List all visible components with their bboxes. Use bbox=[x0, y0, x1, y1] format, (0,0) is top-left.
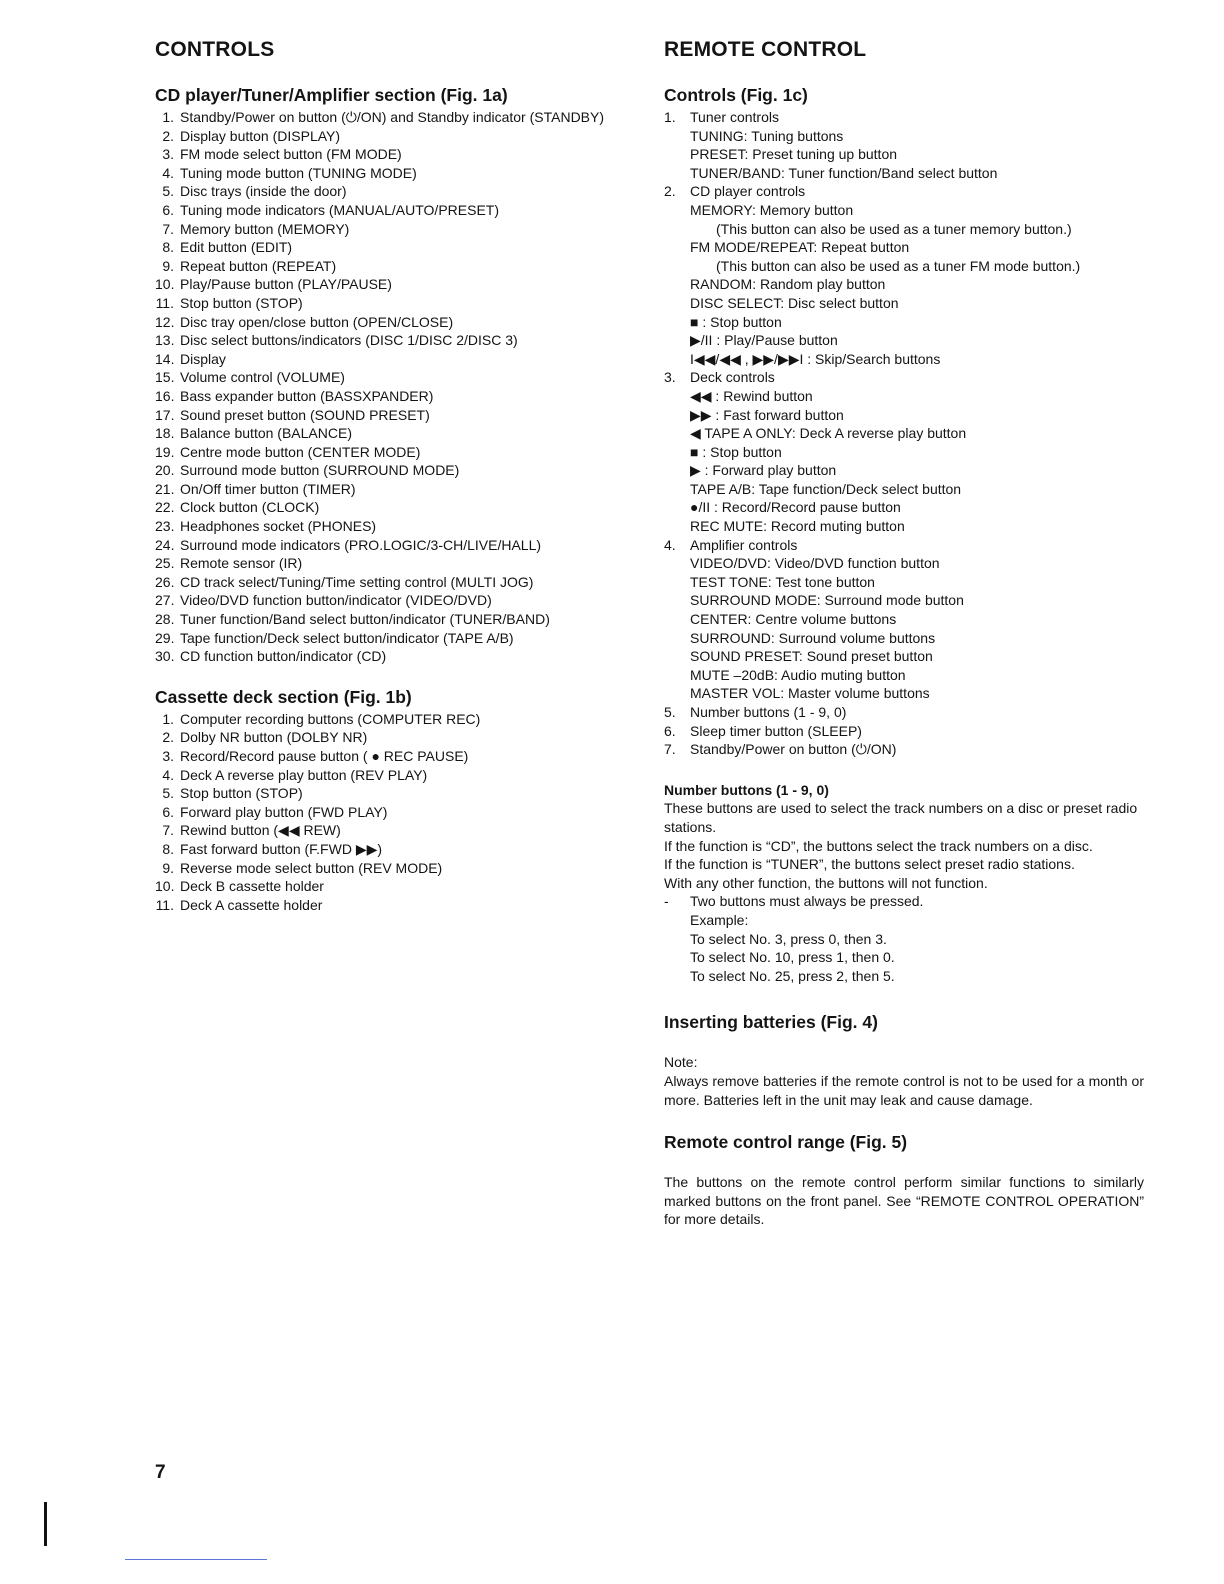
item-number: 11. bbox=[155, 294, 174, 311]
number-buttons-dash-item bbox=[664, 892, 1144, 911]
item-text: CD track select/Tuning/Time setting control (MULTI JOG) bbox=[180, 573, 534, 590]
item-number: 22. bbox=[155, 499, 175, 516]
item-text: Computer recording buttons (COMPUTER REC) bbox=[180, 710, 481, 727]
remote-group bbox=[664, 536, 1144, 703]
item-number: 27. bbox=[155, 592, 175, 609]
cassette-section-item bbox=[155, 710, 635, 729]
item-text: Stop button (STOP) bbox=[180, 294, 303, 311]
cd-section-item bbox=[155, 127, 635, 146]
remote-group bbox=[664, 703, 1144, 722]
cassette-section-list bbox=[155, 710, 635, 915]
item-number: 25. bbox=[155, 555, 175, 572]
group-subitem: TAPE A/B: Tape function/Deck select button bbox=[690, 480, 962, 497]
cassette-section-item bbox=[155, 859, 635, 878]
item-text: Tuning mode button (TUNING MODE) bbox=[180, 164, 417, 181]
cassette-section-item bbox=[155, 877, 635, 896]
number-buttons-p1: These buttons are used to select the track numbers on a disc or preset radio stations. bbox=[664, 800, 1138, 835]
cd-section-item bbox=[155, 257, 635, 276]
cassette-section-item bbox=[155, 896, 635, 915]
cd-section-item bbox=[155, 164, 635, 183]
item-text: CD function button/indicator (CD) bbox=[180, 648, 387, 665]
item-text: Surround mode indicators (PRO.LOGIC/3-CH/LIVE/HALL) bbox=[180, 536, 542, 553]
cassette-section-item bbox=[155, 784, 635, 803]
item-text: Edit button (EDIT) bbox=[180, 239, 293, 256]
item-number: 26. bbox=[155, 573, 175, 590]
item-number: 16. bbox=[155, 387, 175, 404]
example-line: To select No. 25, press 2, then 5. bbox=[690, 967, 895, 984]
cd-section-item bbox=[155, 201, 635, 220]
item-text: Disc trays (inside the door) bbox=[180, 183, 347, 200]
item-text: Play/Pause button (PLAY/PAUSE) bbox=[180, 276, 392, 293]
cd-section-item bbox=[155, 517, 635, 536]
item-number: 7. bbox=[162, 220, 174, 237]
group-subitem: PRESET: Preset tuning up button bbox=[690, 146, 898, 163]
example-line: To select No. 3, press 0, then 3. bbox=[690, 930, 887, 947]
controls-heading: CONTROLS bbox=[155, 38, 275, 61]
item-text: Rewind button (◀◀ REW) bbox=[180, 822, 341, 839]
item-text: On/Off timer button (TIMER) bbox=[180, 480, 356, 497]
group-number: 3. bbox=[664, 369, 676, 386]
group-number: 5. bbox=[664, 704, 676, 720]
range-title: Remote control range (Fig. 5) bbox=[664, 1132, 908, 1153]
cd-section-item bbox=[155, 145, 635, 164]
cd-section-item bbox=[155, 536, 635, 555]
item-number: 4. bbox=[162, 766, 174, 783]
group-number: 4. bbox=[664, 536, 676, 553]
group-label: Sleep timer button (SLEEP) bbox=[690, 722, 862, 739]
cd-section-item bbox=[155, 406, 635, 425]
cd-section-item bbox=[155, 461, 635, 480]
cd-section-item bbox=[155, 647, 635, 666]
item-text: Stop button (STOP) bbox=[180, 785, 303, 802]
remote-group bbox=[664, 740, 1144, 759]
cd-section-item bbox=[155, 610, 635, 629]
number-buttons-p4: With any other function, the buttons will not function. bbox=[664, 874, 988, 891]
cd-section-item bbox=[155, 368, 635, 387]
dash-text: Two buttons must always be pressed. bbox=[690, 893, 924, 910]
item-text: Bass expander button (BASSXPANDER) bbox=[180, 387, 434, 404]
group-label: Standby/Power on button (⏻/ON) bbox=[690, 741, 897, 758]
remote-controls-list bbox=[664, 108, 1144, 759]
item-text: Fast forward button (F.FWD ▶▶) bbox=[180, 840, 383, 857]
item-text: Tuning mode indicators (MANUAL/AUTO/PRESET) bbox=[180, 201, 499, 218]
group-subitem: REC MUTE: Record muting button bbox=[690, 518, 905, 535]
item-text: Disc select buttons/indicators (DISC 1/DISC 2/DISC 3) bbox=[180, 332, 518, 349]
group-subitem: RANDOM: Random play button bbox=[690, 276, 886, 293]
item-number: 8. bbox=[162, 239, 174, 256]
group-subitem: VIDEO/DVD: Video/DVD function button bbox=[690, 555, 940, 572]
example-label: Example: bbox=[690, 911, 749, 928]
item-text: Volume control (VOLUME) bbox=[180, 369, 345, 386]
item-number: 19. bbox=[155, 443, 175, 460]
remote-controls-title: Controls (Fig. 1c) bbox=[664, 85, 808, 105]
item-number: 23. bbox=[155, 518, 175, 535]
group-subitem: ■ : Stop button bbox=[690, 313, 782, 330]
item-text: Deck A reverse play button (REV PLAY) bbox=[180, 766, 428, 783]
group-subitem: SURROUND: Surround volume buttons bbox=[690, 629, 936, 646]
item-number: 1. bbox=[162, 109, 174, 125]
group-label: Number buttons (1 - 9, 0) bbox=[690, 704, 847, 720]
item-number: 12. bbox=[155, 313, 175, 330]
cd-section-item bbox=[155, 498, 635, 517]
cd-section-item bbox=[155, 275, 635, 294]
cd-section-item bbox=[155, 350, 635, 369]
cd-section-title: CD player/Tuner/Amplifier section (Fig. 1a) bbox=[155, 85, 508, 105]
item-number: 6. bbox=[162, 201, 174, 218]
item-number: 10. bbox=[155, 878, 175, 895]
range-text: The buttons on the remote control perform similar functions to similarly marked buttons on the front panel. See “REMOTE CONTROL OPERATION” for more details. bbox=[664, 1174, 1144, 1228]
group-subitem: SURROUND MODE: Surround mode button bbox=[690, 592, 964, 609]
item-number: 13. bbox=[155, 332, 175, 349]
cd-section-item bbox=[155, 182, 635, 201]
cd-section-item bbox=[155, 591, 635, 610]
item-text: Deck B cassette holder bbox=[180, 878, 324, 895]
item-number: 20. bbox=[155, 462, 175, 479]
item-text: FM mode select button (FM MODE) bbox=[180, 146, 402, 163]
cassette-section-item bbox=[155, 821, 635, 840]
item-text: Headphones socket (PHONES) bbox=[180, 518, 377, 535]
item-number: 5. bbox=[162, 785, 174, 802]
group-number: 1. bbox=[664, 109, 676, 125]
cassette-section-item bbox=[155, 766, 635, 785]
left-column bbox=[155, 36, 635, 914]
item-number: 21. bbox=[155, 480, 175, 497]
item-text: Disc tray open/close button (OPEN/CLOSE) bbox=[180, 313, 454, 330]
item-number: 3. bbox=[162, 748, 174, 764]
item-number: 15. bbox=[155, 369, 175, 386]
group-subitem: I◀◀/◀◀ , ▶▶/▶▶I : Skip/Search buttons bbox=[690, 350, 941, 367]
item-number: 6. bbox=[162, 803, 174, 820]
group-subitem: CENTER: Centre volume buttons bbox=[690, 611, 897, 628]
remote-heading: REMOTE CONTROL bbox=[664, 38, 867, 61]
group-number: 7. bbox=[664, 741, 676, 758]
remote-group bbox=[664, 368, 1144, 535]
cassette-section-title: Cassette deck section (Fig. 1b) bbox=[155, 686, 412, 707]
item-text: Memory button (MEMORY) bbox=[180, 220, 350, 237]
cd-section-item bbox=[155, 573, 635, 592]
item-number: 30. bbox=[155, 648, 175, 665]
group-label: Amplifier controls bbox=[690, 536, 798, 553]
item-number: 4. bbox=[162, 164, 174, 181]
cd-section-item bbox=[155, 424, 635, 443]
item-number: 5. bbox=[162, 183, 174, 200]
cassette-section-item bbox=[155, 840, 635, 859]
item-text: Display bbox=[180, 350, 226, 367]
group-subitem: ▶▶ : Fast forward button bbox=[690, 406, 844, 423]
item-text: Video/DVD function button/indicator (VIDEO/DVD) bbox=[180, 592, 492, 609]
remote-group bbox=[664, 722, 1144, 741]
item-number: 2. bbox=[162, 127, 174, 144]
item-text: Forward play button (FWD PLAY) bbox=[180, 803, 388, 820]
batteries-note: Always remove batteries if the remote control is not to be used for a month or more. Batteries left in the unit may leak and cause damage. bbox=[664, 1072, 1144, 1108]
cd-section-list bbox=[155, 108, 635, 666]
example-line: To select No. 10, press 1, then 0. bbox=[690, 949, 895, 966]
page-number: 7 bbox=[155, 1462, 166, 1483]
item-number: 3. bbox=[162, 146, 174, 163]
item-number: 24. bbox=[155, 536, 175, 553]
cd-section-item bbox=[155, 313, 635, 332]
number-buttons-p2: If the function is “CD”, the buttons select the track numbers on a disc. bbox=[664, 837, 1093, 854]
dash-mark: - bbox=[664, 893, 669, 910]
item-number: 9. bbox=[162, 859, 174, 876]
group-subitem: ▶ : Forward play button bbox=[690, 462, 837, 479]
item-number: 18. bbox=[155, 425, 175, 442]
item-text: Deck A cassette holder bbox=[180, 896, 323, 913]
group-subitem: ■ : Stop button bbox=[690, 443, 782, 460]
item-number: 17. bbox=[155, 406, 175, 423]
group-number: 2. bbox=[664, 183, 676, 200]
item-text: Repeat button (REPEAT) bbox=[180, 257, 337, 274]
group-subitem: ◀ TAPE A ONLY: Deck A reverse play button bbox=[690, 425, 967, 442]
cd-section-item bbox=[155, 387, 635, 406]
number-buttons-title: Number buttons (1 - 9, 0) bbox=[664, 781, 829, 798]
item-text: Centre mode button (CENTER MODE) bbox=[180, 443, 421, 460]
item-text: Tape function/Deck select button/indicator (TAPE A/B) bbox=[180, 629, 514, 646]
number-buttons-p3: If the function is “TUNER”, the buttons select preset radio stations. bbox=[664, 856, 1075, 873]
cd-section-item bbox=[155, 220, 635, 239]
cd-section-item bbox=[155, 294, 635, 313]
item-text: Clock button (CLOCK) bbox=[180, 499, 320, 516]
item-text: Tuner function/Band select button/indicator (TUNER/BAND) bbox=[180, 611, 550, 628]
item-number: 7. bbox=[162, 822, 174, 839]
group-subitem: MUTE –20dB: Audio muting button bbox=[690, 666, 906, 683]
item-text: Record/Record pause button ( ● REC PAUSE) bbox=[180, 748, 469, 764]
remote-group bbox=[664, 182, 1144, 368]
item-text: Surround mode button (SURROUND MODE) bbox=[180, 462, 460, 479]
batteries-title: Inserting batteries (Fig. 4) bbox=[664, 1012, 878, 1033]
group-label: Deck controls bbox=[690, 369, 775, 386]
item-text: Sound preset button (SOUND PRESET) bbox=[180, 406, 430, 423]
cassette-section-item bbox=[155, 803, 635, 822]
bottom-rule bbox=[125, 1559, 267, 1560]
group-subitem: SOUND PRESET: Sound preset button bbox=[690, 648, 933, 665]
group-subitem: MASTER VOL: Master volume buttons bbox=[690, 685, 930, 702]
group-note: (This button can also be used as a tuner memory button.) bbox=[716, 220, 1072, 237]
item-number: 14. bbox=[155, 350, 175, 367]
item-number: 29. bbox=[155, 629, 175, 646]
item-number: 2. bbox=[162, 729, 174, 746]
group-subitem: MEMORY: Memory button bbox=[690, 201, 854, 218]
item-text: Display button (DISPLAY) bbox=[180, 127, 341, 144]
item-number: 9. bbox=[162, 257, 174, 274]
group-subitem: ◀◀ : Rewind button bbox=[690, 387, 813, 404]
group-subitem: ▶/II : Play/Pause button bbox=[690, 332, 838, 349]
group-subitem: TUNER/BAND: Tuner function/Band select button bbox=[690, 164, 998, 181]
group-subitem: ●/II : Record/Record pause button bbox=[690, 499, 901, 516]
batteries-note-label: Note: bbox=[664, 1054, 698, 1071]
item-text: Balance button (BALANCE) bbox=[180, 425, 352, 442]
cd-section-item bbox=[155, 554, 635, 573]
cassette-section-item bbox=[155, 728, 635, 747]
group-subitem: TEST TONE: Test tone button bbox=[690, 573, 875, 590]
group-subitem: TUNING: Tuning buttons bbox=[690, 127, 844, 144]
right-column bbox=[664, 36, 1144, 1229]
scan-edge-mark bbox=[44, 1502, 47, 1546]
item-text: Standby/Power on button (⏻/ON) and Standby indicator (STANDBY) bbox=[180, 109, 605, 125]
group-label: CD player controls bbox=[690, 183, 806, 200]
cd-section-item bbox=[155, 480, 635, 499]
group-subitem: FM MODE/REPEAT: Repeat button bbox=[690, 239, 910, 256]
cd-section-item bbox=[155, 331, 635, 350]
item-number: 8. bbox=[162, 840, 174, 857]
cassette-section-item bbox=[155, 747, 635, 766]
item-text: Dolby NR button (DOLBY NR) bbox=[180, 729, 368, 746]
group-label: Tuner controls bbox=[690, 109, 779, 125]
cd-section-item bbox=[155, 108, 635, 127]
item-number: 10. bbox=[155, 276, 175, 293]
cd-section-item bbox=[155, 443, 635, 462]
item-text: Remote sensor (IR) bbox=[180, 555, 303, 572]
item-number: 11. bbox=[155, 896, 174, 913]
remote-group bbox=[664, 108, 1144, 182]
item-text: Reverse mode select button (REV MODE) bbox=[180, 859, 443, 876]
group-note: (This button can also be used as a tuner FM mode button.) bbox=[716, 257, 1081, 274]
group-number: 6. bbox=[664, 722, 676, 739]
item-number: 28. bbox=[155, 611, 175, 628]
cd-section-item bbox=[155, 238, 635, 257]
item-number: 1. bbox=[162, 710, 174, 727]
group-subitem: DISC SELECT: Disc select button bbox=[690, 294, 899, 311]
cd-section-item bbox=[155, 629, 635, 648]
